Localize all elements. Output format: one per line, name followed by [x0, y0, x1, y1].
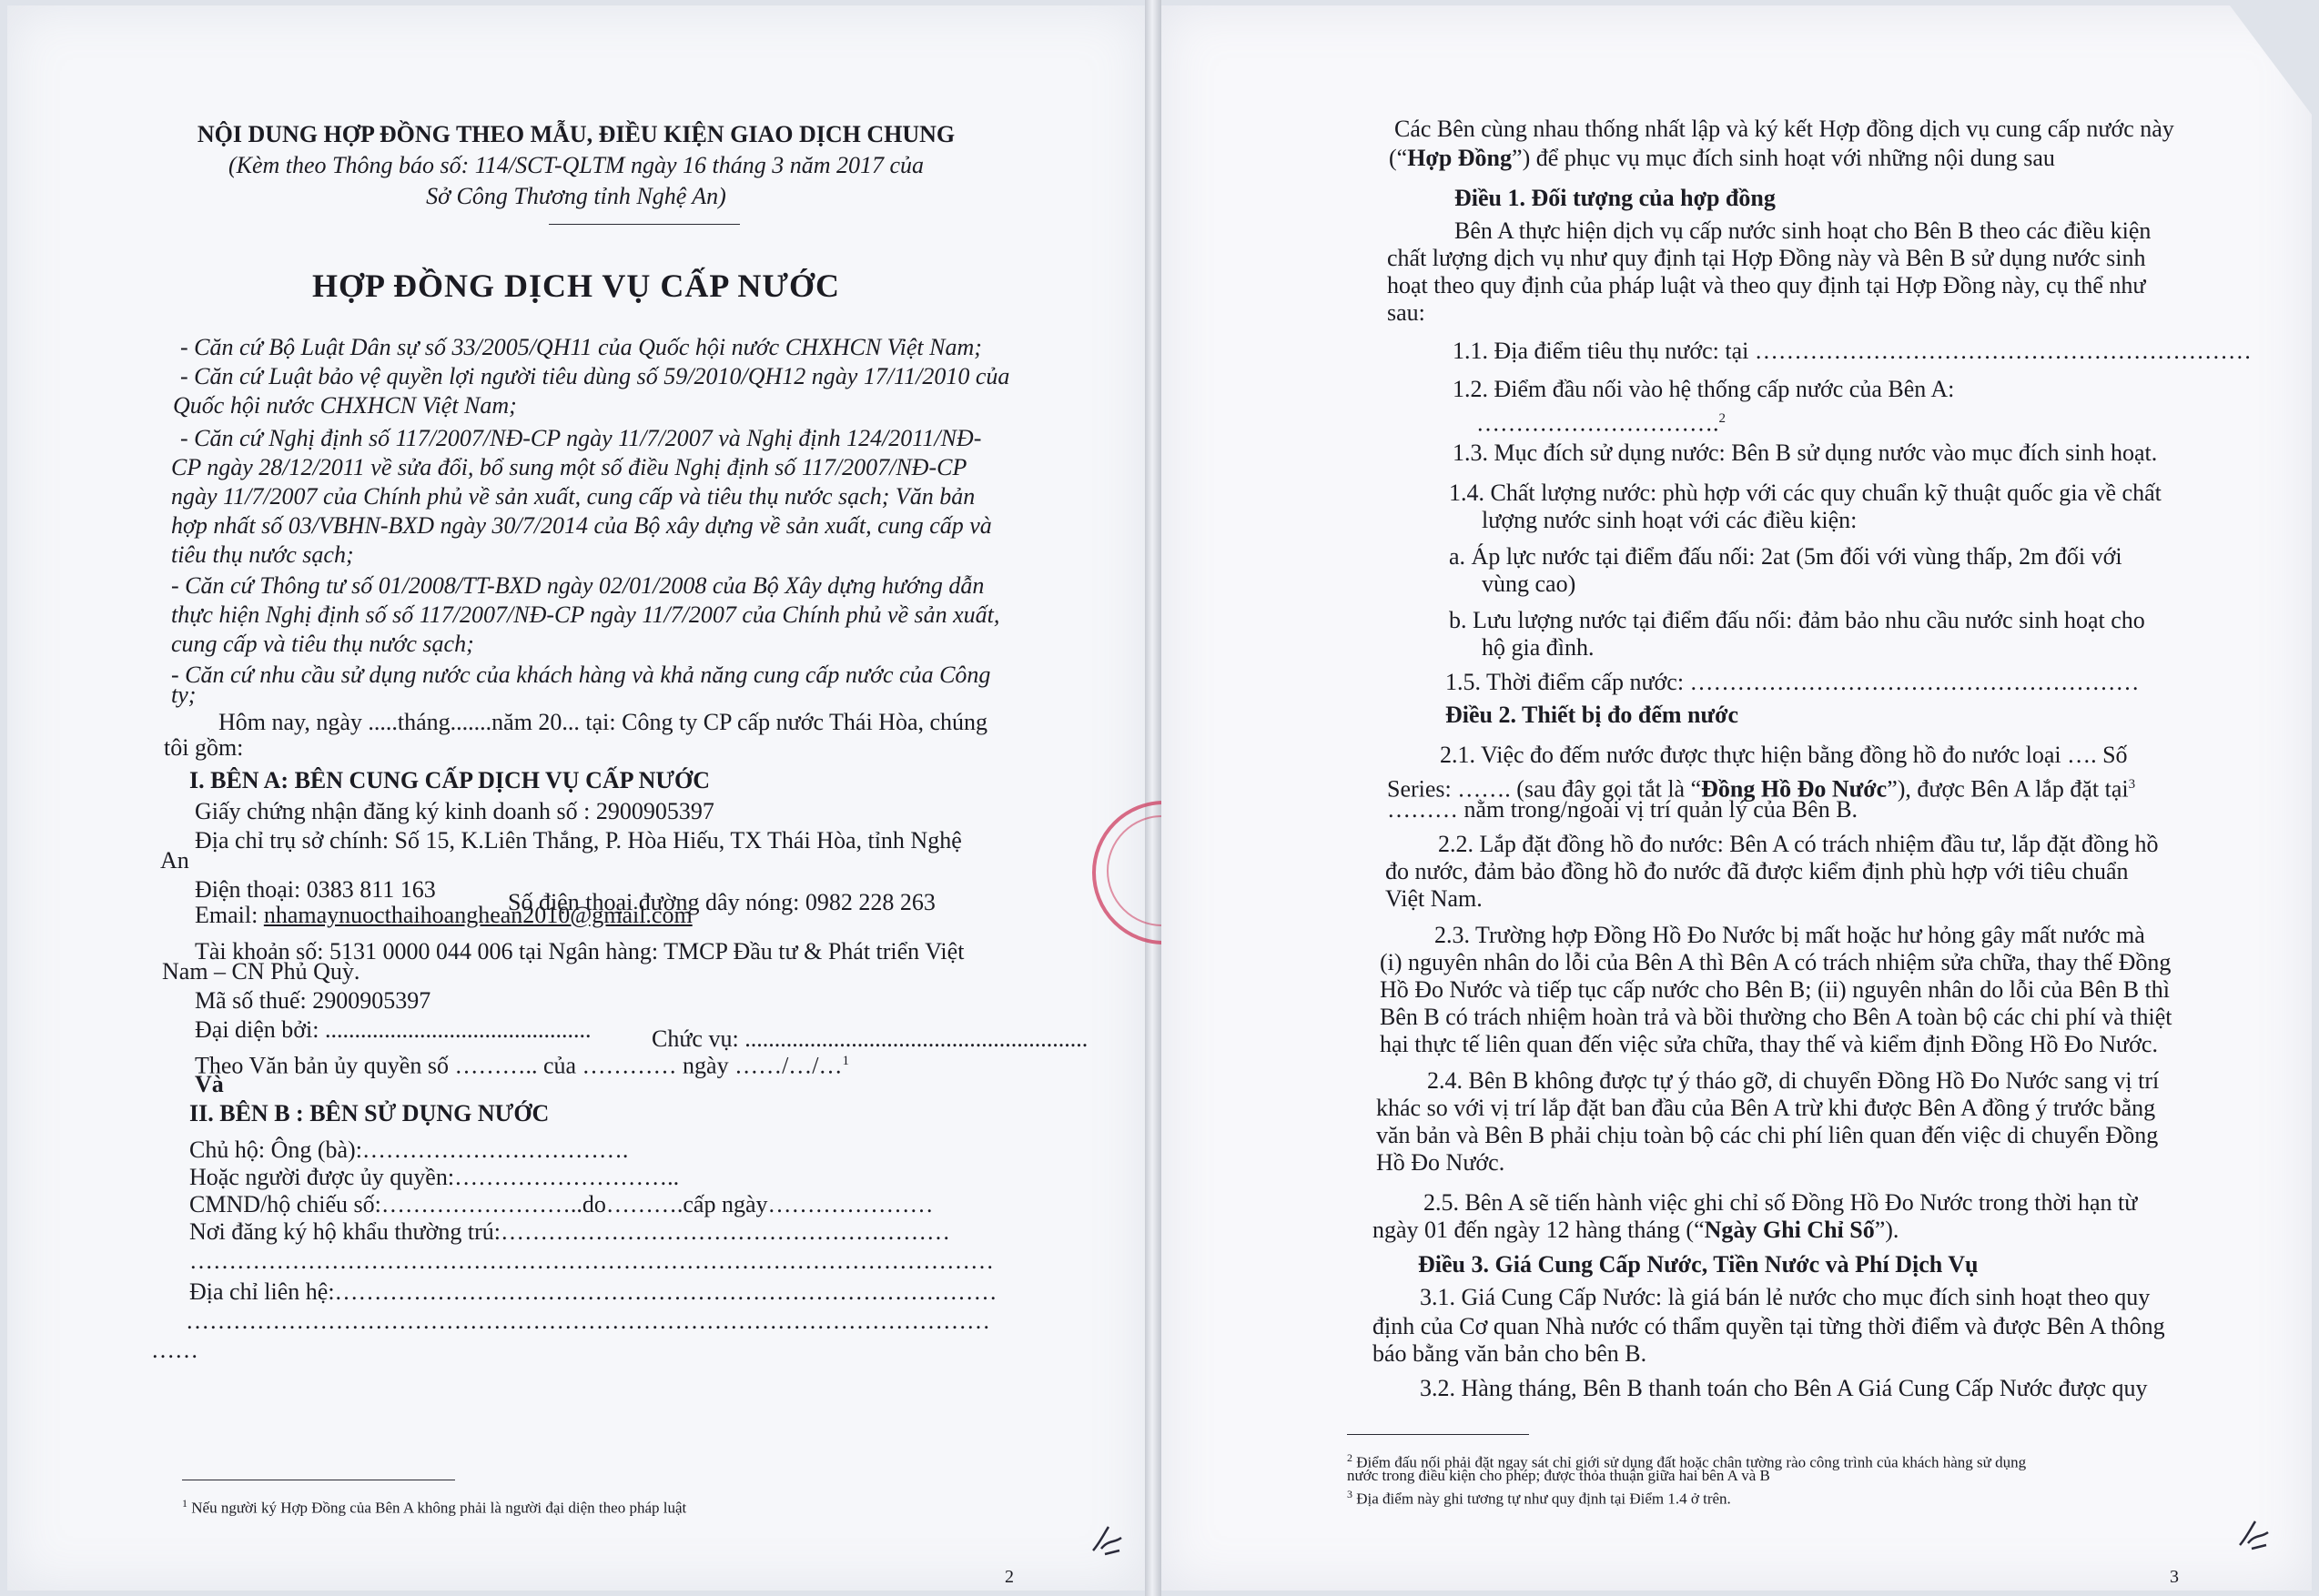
article-2-2-c: Việt Nam.: [1385, 885, 1483, 912]
p25-reading-day-term: Ngày Ghi Chỉ Số: [1704, 1217, 1875, 1243]
legal-basis-3: Quốc hội nước CHXHCN Việt Nam;: [173, 392, 517, 419]
party-a-account-2: Nam – CN Phủ Quỳ.: [162, 958, 360, 985]
party-a-license: Giấy chứng nhận đăng ký kinh doanh số : 2900905397: [195, 798, 714, 824]
article-2-4-d: Hồ Đo Nước.: [1376, 1149, 1505, 1176]
authorization-text: Theo Văn bản ủy quyền số ……….. của ………… ngày ……/…/…: [195, 1052, 843, 1079]
article-2-3-e: hại thực tế liên quan đến việc sửa chữa, thay thế và kiểm định Đồng Hồ Đo Nước.: [1380, 1031, 2158, 1057]
item-1-1: 1.1. Địa điểm tiêu thụ nước: tại ………………………………………………………: [1453, 338, 2252, 364]
article-3-1-b: định của Cơ quan Nhà nước có thẩm quyền tại từng thời điểm và được Bên A thông: [1372, 1313, 2165, 1339]
article-3-1-c: báo bằng văn bản cho bên B.: [1372, 1340, 1647, 1367]
party-a-position: Chức vụ: ..........................................................: [652, 1025, 1089, 1052]
article-2-2-b: đo nước, đảm bảo đồng hồ đo nước đã được kiểm định phù hợp với tiêu chuẩn: [1385, 858, 2129, 884]
item-1-4-a-2: vùng cao): [1482, 571, 1576, 597]
footnote-1: [182, 1494, 686, 1518]
legal-basis-7: hợp nhất số 03/VBHN-BXD ngày 30/7/2014 của Bộ xây dựng về sản xuất, cung cấp và: [171, 512, 992, 539]
footnote-1-text: Nếu người ký Hợp Đồng của Bên A không phải là người đại diện theo pháp luật: [191, 1499, 687, 1517]
footnote-2-b: nước trong điều kiện cho phép; được thỏa thuận giữa hai bên A và B: [1347, 1467, 1770, 1484]
article-2-1-c: ……… nằm trong/ngoài vị trí quản lý của Bên B.: [1387, 796, 1858, 823]
item-1-2: 1.2. Điểm đầu nối vào hệ thống cấp nước của Bên A:: [1453, 376, 1955, 402]
email-label: Email:: [195, 902, 258, 928]
footnote-1-number: 1: [182, 1497, 187, 1510]
page-left: [7, 5, 1145, 1591]
item-1-4-a: 1.4. Chất lượng nước: phù hợp với các quy chuẩn kỹ thuật quốc gia về chất: [1449, 480, 2162, 506]
intro-line-2: [1389, 144, 2055, 173]
and-label: Và: [195, 1071, 224, 1097]
item-1-4-b-1: b. Lưu lượng nước tại điểm đấu nối: đảm bảo nhu cầu nước sinh hoạt cho: [1449, 607, 2145, 633]
party-b-authorized: Hoặc người được ủy quyền:………………………..: [189, 1164, 680, 1190]
item-1-4-b: lượng nước sinh hoạt với các điều kiện:: [1482, 507, 1858, 533]
p21-meter-term: Đồng Hồ Đo Nước: [1701, 775, 1888, 803]
article-1-p2: chất lượng dịch vụ như quy định tại Hợp Đồng này và Bên B sử dụng nước sinh: [1387, 245, 2146, 271]
footnote-mark-3: 3: [2128, 777, 2136, 792]
article-1-heading: Điều 1. Đối tượng của hợp đồng: [1454, 185, 1776, 211]
page-fold: [1145, 0, 1161, 1596]
page-right: [1161, 5, 2312, 1591]
p21-text-2: ”), được Bên A lắp đặt tại: [1887, 775, 2129, 803]
footnote-mark-2: 2: [1718, 411, 1726, 426]
article-2-3-c: Hồ Đo Nước và tiếp tục cấp nước cho Bên B; (ii) nguyên nhân do lỗi của Bên B thì: [1380, 976, 2170, 1003]
footnote-3: [1347, 1485, 1731, 1509]
footnote-2-text-a: Điểm đấu nối phải đặt ngay sát chỉ giới sử dụng đất hoặc chân tường rào công trình của khách hàng sử dụng: [1356, 1453, 2027, 1471]
legal-basis-11: cung cấp và tiêu thụ nước sạch;: [171, 631, 474, 657]
p25-text-1: ngày 01 đến ngày 12 hàng tháng (“: [1372, 1217, 1705, 1243]
party-b-owner: Chủ hộ: Ông (bà):…………………………….: [189, 1136, 629, 1163]
article-3-1-a: 3.1. Giá Cung Cấp Nước: là giá bán lẻ nước cho mục đích sinh hoạt theo quy: [1420, 1284, 2151, 1310]
article-2-3-a: 2.3. Trường hợp Đồng Hồ Đo Nước bị mất hoặc hư hỏng gây mất nước mà: [1434, 922, 2145, 948]
intro-line-1: Các Bên cùng nhau thống nhất lập và ký kết Hợp đồng dịch vụ cung cấp nước này: [1394, 116, 2174, 142]
party-a-email-row: [195, 901, 693, 930]
footnote-3-text: Địa điểm này ghi tương tự như quy định tại Điểm 1.4 ở trên.: [1356, 1490, 1731, 1508]
article-2-3-d: Bên B có trách nhiệm hoàn trả và bồi thường cho Bên A toàn bộ các chi phí và thiệt: [1380, 1004, 2172, 1030]
intro-quote-open: (“: [1389, 145, 1408, 171]
footnote-2-number: 2: [1347, 1451, 1352, 1464]
legal-basis-13: ty;: [171, 682, 197, 708]
header-line-1: NỘI DUNG HỢP ĐỒNG THEO MẪU, ĐIỀU KIỆN GIAO DỊCH CHUNG: [197, 121, 956, 147]
legal-basis-10: thực hiện Nghị định số số 117/2007/NĐ-CP ngày 11/7/2007 của Chính phủ về sản xuất,: [171, 601, 1000, 628]
article-2-4-a: 2.4. Bên B không được tự ý tháo gỡ, di chuyển Đồng Hồ Đo Nước sang vị trí: [1427, 1067, 2160, 1094]
footnote-mark-1: 1: [842, 1054, 850, 1068]
article-2-4-b: khác so với vị trí lắp đặt ban đầu của Bên A trừ khi được Bên A đồng ý trước bằng: [1376, 1095, 2156, 1121]
party-b-registration-cont: …………………………………………………………………………………………: [189, 1248, 994, 1274]
header-line-2: (Kèm theo Thông báo số: 114/SCT-QLTM ngày 16 tháng 3 năm 2017 của: [228, 152, 925, 178]
today-line-1: Hôm nay, ngày .....tháng.......năm 20... tại: Công ty CP cấp nước Thái Hòa, chúng: [218, 709, 988, 735]
initials-mark-right: [2235, 1518, 2272, 1562]
footnote-rule-right: [1347, 1434, 1529, 1435]
legal-basis-12: - Căn cứ nhu cầu sử dụng nước của khách hàng và khả năng cung cấp nước của Công: [171, 662, 991, 688]
article-3-2-a: 3.2. Hàng tháng, Bên B thanh toán cho Bên A Giá Cung Cấp Nước được quy: [1420, 1375, 2148, 1401]
article-2-3-b: (i) nguyên nhân do lỗi của Bên A thì Bên A có trách nhiệm sửa chữa, thay thế Đồng: [1380, 949, 2172, 975]
item-1-2-cont: [1476, 404, 1726, 439]
article-1-p1: Bên A thực hiện dịch vụ cấp nước sinh hoạt cho Bên B theo các điều kiện: [1454, 217, 2152, 244]
party-a-heading: I. BÊN A: BÊN CUNG CẤP DỊCH VỤ CẤP NƯỚC: [189, 767, 711, 793]
party-a-hotline: Số điện thoại đường dây nóng: 0982 228 263: [508, 889, 936, 915]
article-2-5-b: [1372, 1216, 1899, 1245]
article-2-4-c: văn bản và Bên B phải chịu toàn bộ các chi phí liên quan đến việc di chuyển Đồng: [1376, 1122, 2159, 1148]
article-1-p3: hoạt theo quy định của pháp luật và theo quy định tại Hợp Đồng này, cụ thể như: [1387, 272, 2146, 298]
legal-basis-6: ngày 11/7/2007 của Chính phủ về sản xuất, cung cấp và tiêu thụ nước sạch; Văn bản: [171, 483, 976, 510]
item-1-4-a-1: a. Áp lực nước tại điểm đấu nối: 2at (5m đối với vùng thấp, 2m đối với: [1449, 543, 2122, 570]
party-b-contact-cont-1: …………………………………………………………………………………………: [186, 1308, 990, 1334]
party-b-heading: II. BÊN B : BÊN SỬ DỤNG NƯỚC: [189, 1100, 550, 1126]
item-1-3: 1.3. Mục đích sử dụng nước: Bên B sử dụng nước vào mục đích sinh hoạt.: [1453, 439, 2158, 466]
party-a-tax: Mã số thuế: 2900905397: [195, 987, 431, 1014]
item-1-4-b-2: hộ gia đình.: [1482, 634, 1595, 661]
p25-text-2: ”).: [1874, 1217, 1899, 1243]
header-line-3: Sở Công Thương tỉnh Nghệ An): [426, 183, 726, 209]
intro-remainder: ”) để phục vụ mục đích sinh hoạt với những nội dung sau: [1512, 145, 2055, 171]
item-1-5: 1.5. Thời điểm cấp nước: …………………………………………………: [1445, 669, 2140, 695]
article-3-heading: Điều 3. Giá Cung Cấp Nước, Tiền Nước và Phí Dịch Vụ: [1418, 1251, 1979, 1278]
party-a-address-2: An: [160, 847, 189, 874]
article-2-1-a: 2.1. Việc đo đếm nước được thực hiện bằng đồng hồ đo nước loại …. Số: [1440, 742, 2128, 768]
p21-text-1: Series: ……. (sau đây gọi tắt là “: [1387, 775, 1702, 803]
email-link[interactable]: nhamaynuocthaihoanghean2010@gmail.com: [263, 902, 693, 928]
article-1-p4: sau:: [1387, 299, 1425, 326]
party-b-contact-cont-2: ……: [151, 1337, 198, 1363]
legal-basis-1: - Căn cứ Bộ Luật Dân sự số 33/2005/QH11 của Quốc hội nước CHXHCN Việt Nam;: [180, 334, 982, 360]
initials-mark-left: [1089, 1523, 1125, 1568]
party-b-id: CMND/hộ chiếu số:……………………..do……….cấp ngày…………………: [189, 1191, 934, 1217]
connection-point-blank: ………………………….: [1476, 409, 1719, 437]
document-title: HỢP ĐỒNG DỊCH VỤ CẤP NƯỚC: [311, 268, 840, 304]
legal-basis-5: CP ngày 28/12/2011 về sửa đổi, bổ sung một số điều Nghị định số 117/2007/NĐ-CP: [171, 454, 967, 480]
legal-basis-8: tiêu thụ nước sạch;: [171, 541, 354, 568]
page-number-right: 3: [2170, 1567, 2179, 1587]
article-2-2-a: 2.2. Lắp đặt đồng hồ đo nước: Bên A có trách nhiệm đầu tư, lắp đặt đồng hồ: [1438, 831, 2159, 857]
article-2-5-a: 2.5. Bên A sẽ tiến hành việc ghi chỉ số Đồng Hồ Đo Nước trong thời hạn từ: [1423, 1189, 2138, 1216]
page-number-left: 2: [1005, 1567, 1014, 1587]
party-a-representative: Đại diện bởi: .............................................: [195, 1016, 592, 1043]
legal-basis-9: - Căn cứ Thông tư số 01/2008/TT-BXD ngày 02/01/2008 của Bộ Xây dựng hướng dẫn: [171, 572, 985, 599]
party-b-registration: Nơi đăng ký hộ khẩu thường trú:…………………………………………………: [189, 1218, 950, 1245]
party-a-phone: Điện thoại: 0383 811 163: [195, 876, 436, 903]
party-b-contact: Địa chỉ liên hệ:…………………………………………………………………………: [189, 1278, 997, 1305]
legal-basis-4: - Căn cứ Nghị định số 117/2007/NĐ-CP ngày 11/7/2007 và Nghị định 124/2011/NĐ-: [180, 425, 982, 451]
article-2-heading: Điều 2. Thiết bị đo đếm nước: [1445, 702, 1739, 728]
today-line-2: tôi gồm:: [164, 734, 244, 761]
party-a-address-1: Địa chỉ trụ sở chính: Số 15, K.Liên Thắng, P. Hòa Hiếu, TX Thái Hòa, tỉnh Nghệ: [195, 827, 962, 854]
legal-basis-2: - Căn cứ Luật bảo vệ quyền lợi người tiêu dùng số 59/2010/QH12 ngày 17/11/2010 của: [180, 363, 1010, 389]
header-rule: [549, 224, 740, 225]
party-a-authorization: [195, 1046, 849, 1081]
page-corner: [2230, 5, 2312, 115]
party-a-account-1: Tài khoản số: 5131 0000 044 006 tại Ngân hàng: TMCP Đầu tư & Phát triển Việt: [195, 938, 965, 965]
intro-contract-term: Hợp Đồng: [1407, 145, 1513, 171]
footnote-3-number: 3: [1347, 1488, 1352, 1500]
